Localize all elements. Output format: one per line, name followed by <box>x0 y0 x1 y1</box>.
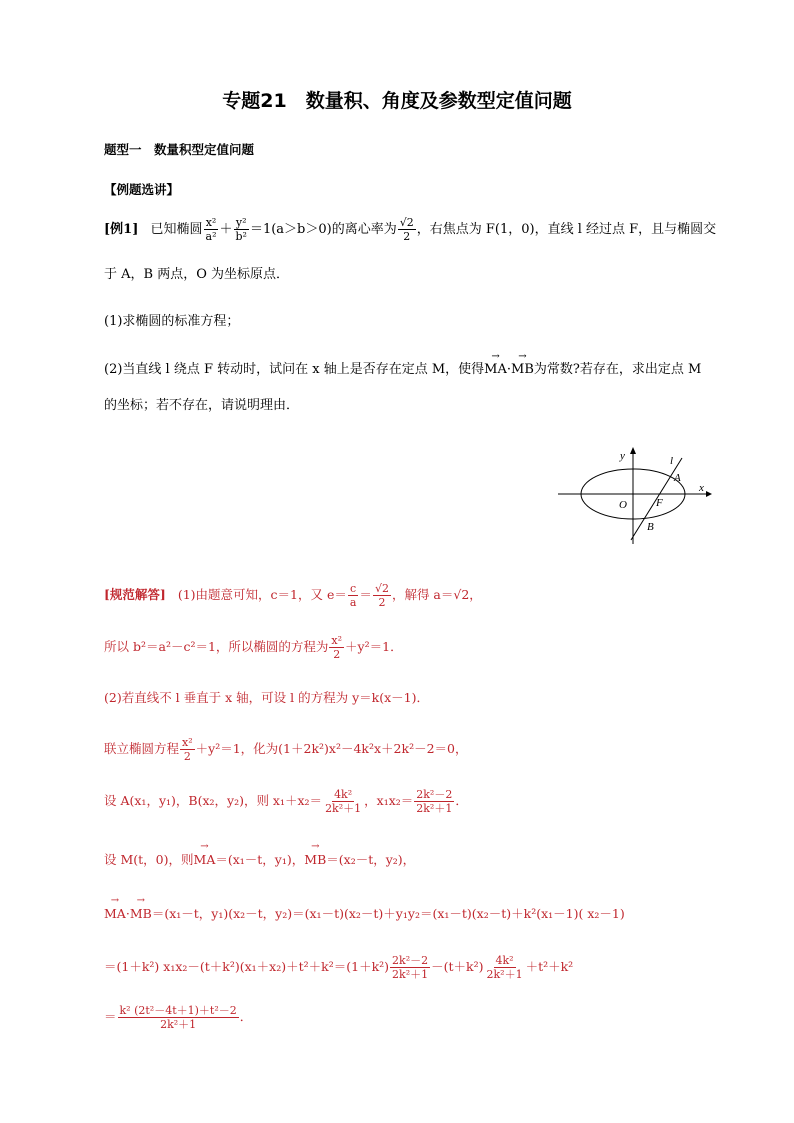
label-x: x <box>699 482 704 494</box>
label-a: A <box>674 472 681 484</box>
solution-line-1: [规范解答] (1)由题意可知，c＝1，又 e＝ $\frac{c}{a}$ ＝ $\frac{√2}{2}$ ，解得 a＝√2， <box>104 582 482 609</box>
solution-line-9: ＝ $\frac{\text{k² (2t²－4t＋1)＋t²－2}}{\text{2k²＋1}}$ ． <box>104 1004 253 1031</box>
example-focus-text: ，右焦点为 F(1，0)，直线 l 经过点 F，且与椭圆交 <box>416 222 717 237</box>
question-2-line-1: (2)当直线 l 绕点 F 转动时，试问在 x 轴上是否存在定点 M，使得→ MA·→ MB为常数?若存在，求出定点 M <box>104 358 701 377</box>
solution-line-7: → MA·→ MB＝(x₁－t，y₁)(x₂－t，y₂)＝(x₁－t)(x₂－t)＋y₁y₂＝(x₁－t)(x₂－t)＋k²(x₁－1)( x₂－1) <box>104 902 625 922</box>
vector-mb: → MB <box>511 358 534 377</box>
solution-label: [规范解答] <box>104 587 166 602</box>
label-b: B <box>647 521 654 533</box>
example-label: [例1] <box>104 222 139 237</box>
fraction-product: $\frac{\text{2k²－2}}{\text{2k²＋1}}$ <box>416 788 453 815</box>
example-line-2: 于 A，B 两点，O 为坐标原点． <box>104 267 289 282</box>
label-o: O <box>619 499 627 511</box>
solution-line-4: 联立椭圆方程 $\frac{\text{x²}}{2}$ ＋y²＝1，化为(1＋2k²)x²－4k²x＋2k²－2＝0， <box>104 736 468 763</box>
section-heading: 题型一 数量积型定值问题 <box>104 142 255 157</box>
vector-ma-def: → MA <box>194 848 216 867</box>
fraction-final: $\frac{\text{k² (2t²－4t＋1)＋t²－2}}{\text{2k²＋1}}$ <box>119 1004 237 1031</box>
vector-mb-dot: → MB <box>130 902 152 921</box>
fraction-eccentricity: $\frac{√2}{2}$ <box>399 216 414 243</box>
solution-line-6: 设 M(t，0)，则→ MA＝(x₁－t，y₁)，→ MB＝(x₂－t，y₂)， <box>104 848 415 868</box>
example-line-1: [例1] 已知椭圆 $\frac{\text{x²}}{\text{a²}}$ ＋ $\frac{\text{y²}}{\text{b²}}$ ＝1(a＞b＞0)的离心率为 $\frac{√2}{2}$ ，右焦点为 F(1，0)，直线 l 经过点 F，且与椭圆交 <box>104 216 717 243</box>
solution-line-2: 所以 b²＝a²－c²＝1，所以椭圆的方程为 $\frac{\text{x²}}{2}$ ＋y²＝1． <box>104 634 403 661</box>
vector-mb-def: → MB <box>304 848 326 867</box>
fraction-x2-over-2: $\frac{\text{x²}}{2}$ <box>331 634 343 661</box>
fraction-y: $\frac{\text{y²}}{\text{b²}}$ <box>235 216 247 243</box>
y-axis-arrow <box>630 447 636 454</box>
label-f: F <box>656 497 663 509</box>
vector-ma-dot: → MA <box>104 902 126 921</box>
page-title: 专题21 数量积、角度及参数型定值问题 <box>222 90 572 112</box>
question-2-line-2: 的坐标；若不存在，请说明理由． <box>104 398 300 413</box>
x-axis-arrow <box>706 491 712 497</box>
solution-line-3: (2)若直线不 l 垂直于 x 轴，可设 l 的方程为 y＝k(x－1)． <box>104 690 429 705</box>
fraction-root2-over-2: $\frac{√2}{2}$ <box>374 582 389 609</box>
fraction-sum: $\frac{\text{4k²}}{\text{2k²＋1}}$ <box>325 788 362 815</box>
ellipse-figure <box>556 444 716 544</box>
vector-ma: → MA <box>484 358 507 377</box>
subsection-heading: 【例题选讲】 <box>104 182 180 197</box>
ellipse-condition: ＝1(a＞b＞0)的离心率为 <box>249 222 397 237</box>
fraction-x: $\frac{\text{x²}}{\text{a²}}$ <box>205 216 217 243</box>
fraction-8b: $\frac{\text{4k²}}{\text{2k²＋1}}$ <box>486 954 523 981</box>
fraction-c-over-a: $\frac{c}{a}$ <box>349 582 357 609</box>
label-y: y <box>620 450 625 462</box>
example-intro: 已知椭圆 <box>150 222 203 237</box>
label-l: l <box>670 455 674 467</box>
solution-line-5: 设 A(x₁，y₁)，B(x₂，y₂)，则 x₁＋x₂＝ $\frac{\text{4k²}}{\text{2k²＋1}}$ ，x₁x₂＝ $\frac{\text{2k²－2}}{\text{2k²＋1}}$ ． <box>104 788 468 815</box>
fraction-8a: $\frac{\text{2k²－2}}{\text{2k²＋1}}$ <box>392 954 429 981</box>
fraction-x2-over-2-b: $\frac{\text{x²}}{2}$ <box>182 736 193 763</box>
question-1: (1)求椭圆的标准方程； <box>104 314 240 329</box>
solution-line-8: ＝(1＋k²) x₁x₂－(t＋k²)(x₁＋x₂)＋t²＋k²＝(1＋k²) $\frac{\text{2k²－2}}{\text{2k²＋1}}$ －(t＋k²) $\frac{\text{4k²}}{\text{2k²＋1}}$ ＋t²＋k² <box>104 954 574 981</box>
